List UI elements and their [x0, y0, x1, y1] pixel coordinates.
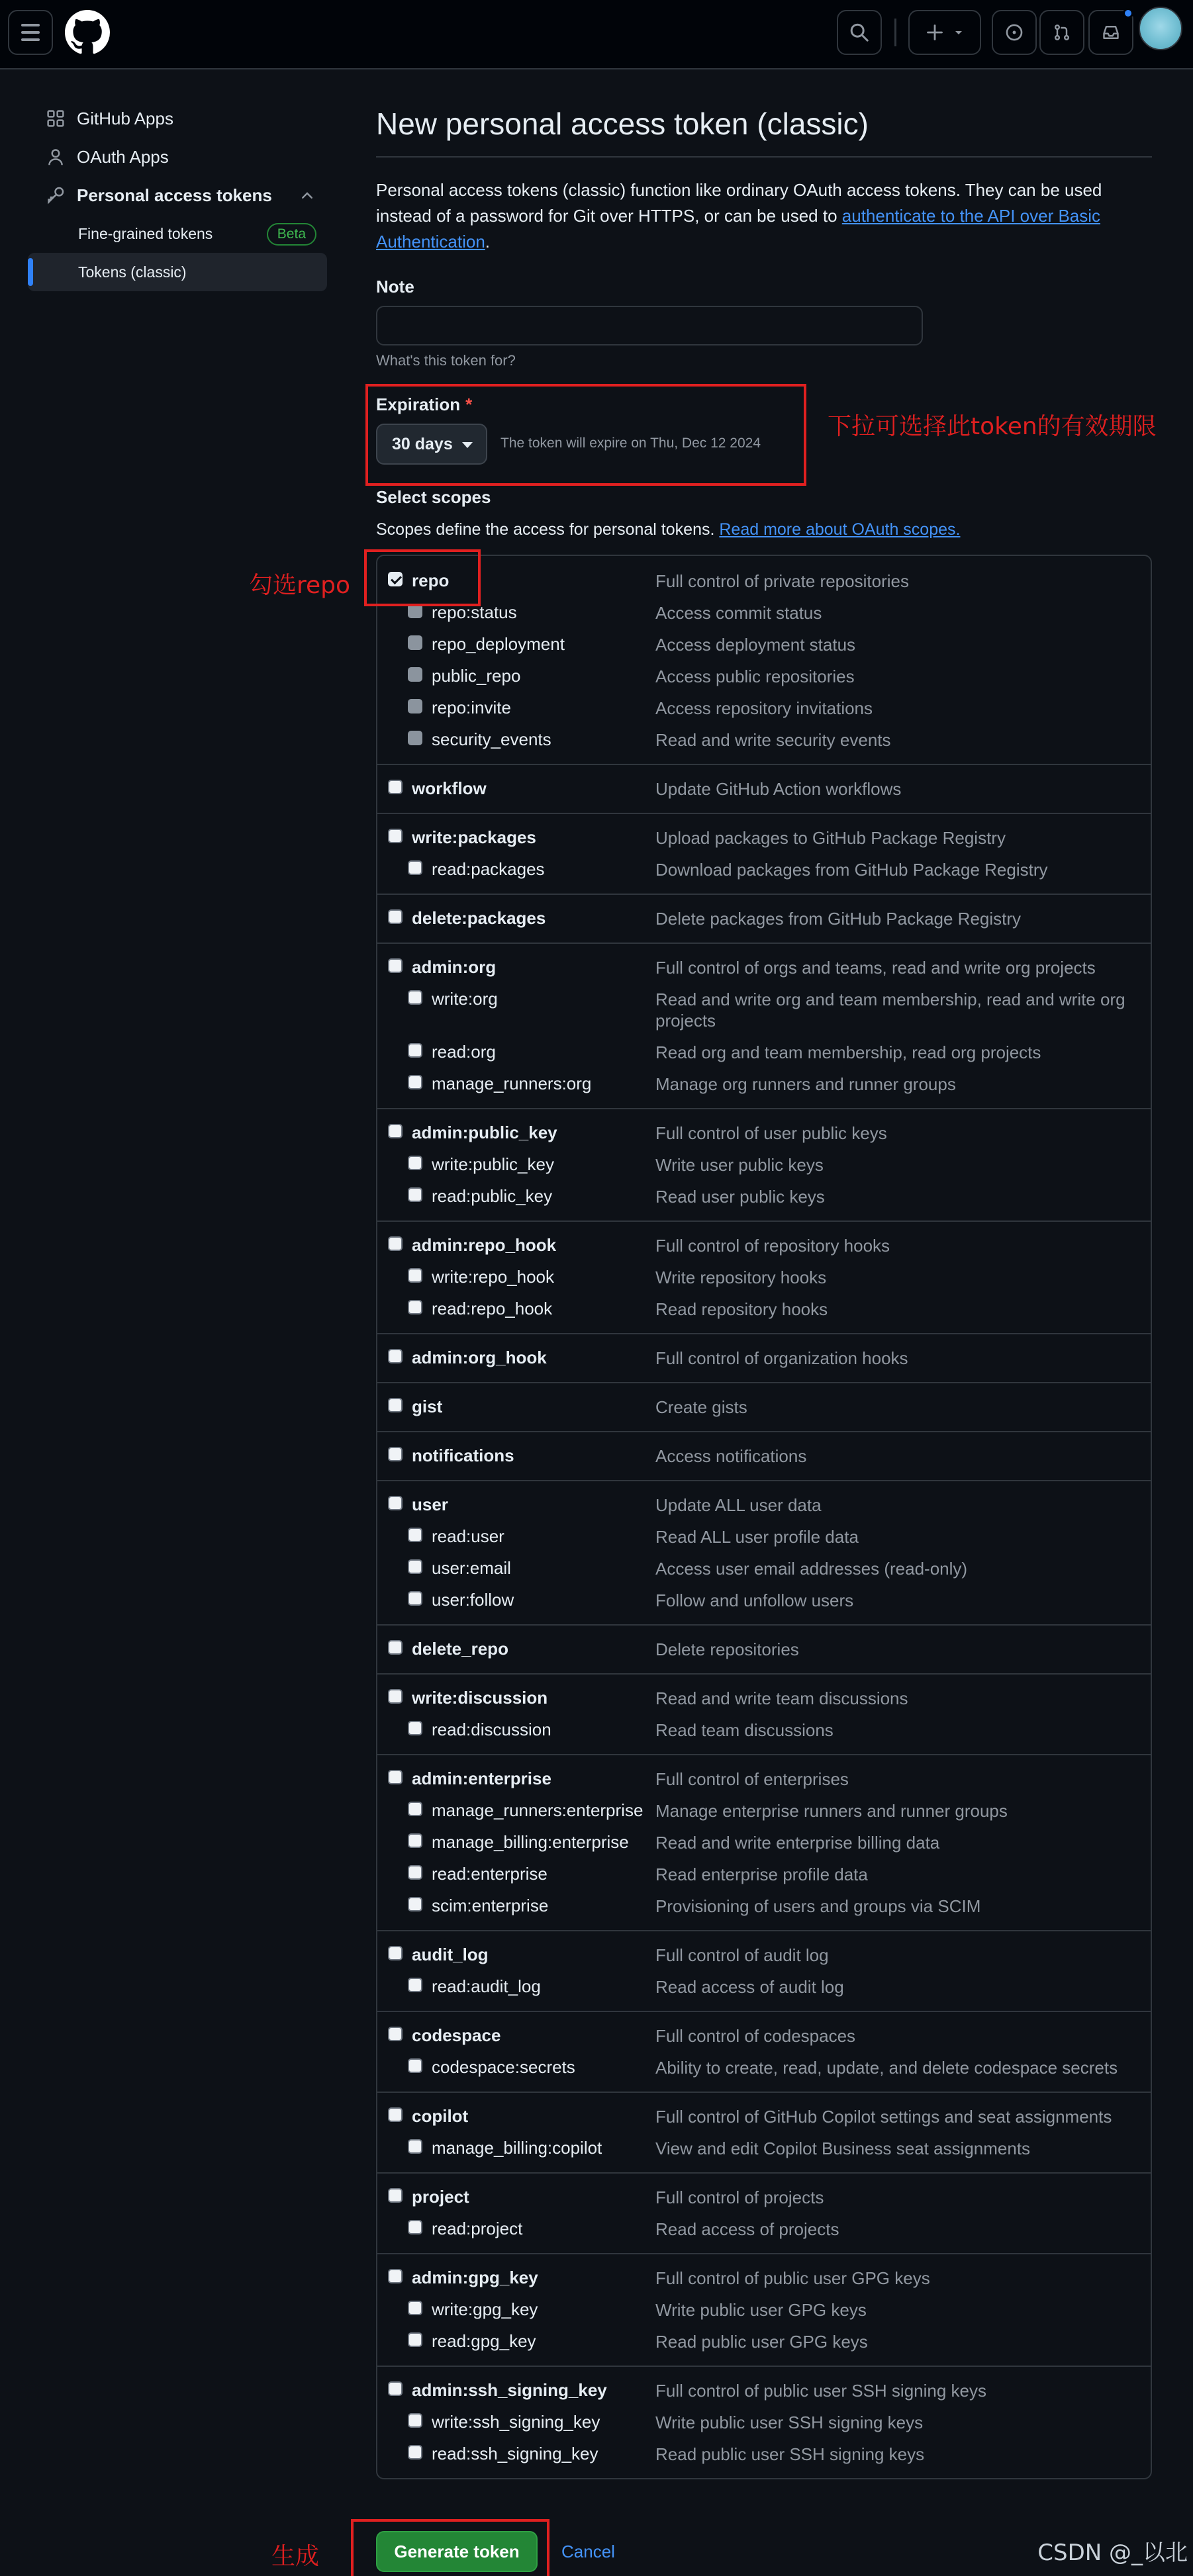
scope-group	[377, 1930, 1151, 2011]
scope-checkbox[interactable]	[408, 635, 422, 650]
sidebar-item-label: Personal access tokens	[77, 185, 272, 205]
scope-checkbox[interactable]	[408, 1865, 422, 1880]
scope-child-row	[377, 1795, 1151, 1827]
scope-name: read:audit_log	[432, 1976, 541, 1996]
scope-description: Read and write enterprise billing data	[655, 1833, 940, 1853]
scope-name: audit_log	[412, 1945, 489, 1964]
scope-description: Read and write org and team membership, read and write org projects	[655, 989, 1125, 1031]
scope-child-row	[377, 1181, 1151, 1213]
scope-group	[377, 1673, 1151, 1754]
scope-checkbox[interactable]	[388, 1236, 403, 1251]
scope-description: Full control of public user GPG keys	[655, 2268, 930, 2288]
scope-checkbox[interactable]	[408, 1721, 422, 1735]
scope-row	[377, 1682, 1151, 1714]
apps-icon	[46, 109, 65, 128]
scope-name: delete_repo	[412, 1639, 508, 1659]
scope-row	[377, 1391, 1151, 1423]
notification-dot	[1123, 8, 1133, 19]
scope-row	[377, 1489, 1151, 1521]
search-button[interactable]	[837, 10, 882, 55]
scope-checkbox[interactable]	[388, 1496, 403, 1510]
scope-child-row	[377, 2407, 1151, 2438]
page-title: New personal access token (classic)	[376, 107, 869, 141]
scope-description: Manage org runners and runner groups	[655, 1074, 956, 1094]
scope-row	[377, 2101, 1151, 2133]
scope-group	[377, 894, 1151, 943]
scope-description: Read access of audit log	[655, 1977, 844, 1997]
scope-name: read:project	[432, 2219, 523, 2238]
scope-row	[377, 2182, 1151, 2213]
scope-checkbox[interactable]	[388, 2381, 403, 2396]
scope-group	[377, 2172, 1151, 2253]
intro-paragraph	[376, 177, 1152, 255]
scope-checkbox[interactable]	[408, 1156, 422, 1170]
scope-child-row	[377, 724, 1151, 756]
scope-checkbox[interactable]	[408, 1802, 422, 1816]
annotation-expiration: 下拉可选择此token的有效期限	[828, 413, 1157, 440]
inbox-icon	[1102, 23, 1120, 42]
scope-row	[377, 903, 1151, 935]
scope-description: Access user email addresses (read-only)	[655, 1559, 968, 1579]
scope-name: workflow	[412, 778, 487, 798]
scope-description: Download packages from GitHub Package Registry	[655, 860, 1048, 880]
scope-checkbox[interactable]	[388, 1349, 403, 1363]
scope-name: admin:org_hook	[412, 1348, 547, 1367]
person-icon	[46, 148, 65, 166]
scope-name: delete:packages	[412, 908, 546, 928]
scope-description: Follow and unfollow users	[655, 1590, 854, 1610]
scope-checkbox[interactable]	[388, 2188, 403, 2203]
note-input[interactable]	[376, 306, 923, 345]
scope-description: Read public user SSH signing keys	[655, 2444, 925, 2464]
sidebar-item-fine-grained-tokens[interactable]	[28, 214, 327, 253]
scope-description: Write public user GPG keys	[655, 2300, 867, 2320]
scope-name: admin:org	[412, 957, 497, 977]
cancel-link[interactable]: Cancel	[561, 2542, 615, 2561]
scope-name: read:gpg_key	[432, 2331, 536, 2351]
scope-name: user:follow	[432, 1590, 514, 1610]
hamburger-menu-icon[interactable]	[8, 10, 53, 55]
scope-description: Read org and team membership, read org projects	[655, 1042, 1041, 1062]
scope-group	[377, 556, 1151, 764]
intro-end: .	[485, 232, 491, 252]
scope-checkbox[interactable]	[388, 958, 403, 973]
scope-checkbox[interactable]	[408, 2332, 422, 2347]
scope-name: copilot	[412, 2106, 469, 2126]
scope-checkbox[interactable]	[388, 1946, 403, 1960]
scope-group	[377, 1108, 1151, 1220]
scope-name: public_repo	[432, 666, 521, 686]
scope-row	[377, 1117, 1151, 1149]
scope-child-row	[377, 1068, 1151, 1100]
scope-checkbox[interactable]	[408, 2139, 422, 2154]
scope-description: Update ALL user data	[655, 1495, 822, 1515]
scope-description: Read access of projects	[655, 2219, 839, 2239]
scope-group	[377, 764, 1151, 813]
scope-description: Read and write team discussions	[655, 1688, 908, 1708]
scope-description: Access notifications	[655, 1446, 807, 1466]
scope-child-row	[377, 2294, 1151, 2326]
scope-group	[377, 813, 1151, 894]
scope-group	[377, 2092, 1151, 2172]
scope-child-row	[377, 1036, 1151, 1068]
scope-row	[377, 1440, 1151, 1472]
sidebar-item-github-apps[interactable]	[28, 99, 327, 138]
scope-row	[377, 1633, 1151, 1665]
scope-checkbox[interactable]	[388, 1124, 403, 1138]
scope-description: Read repository hooks	[655, 1299, 828, 1319]
scope-checkbox[interactable]	[408, 1075, 422, 1089]
oauth-scopes-link[interactable]: Read more about OAuth scopes.	[719, 520, 961, 539]
scope-description: Read user public keys	[655, 1187, 825, 1207]
scope-child-row	[377, 1293, 1151, 1325]
scope-description: Ability to create, read, update, and delete codespace secrets	[655, 2058, 1118, 2078]
scope-name: read:user	[432, 1526, 504, 1546]
scope-name: read:enterprise	[432, 1864, 548, 1884]
sidebar-item-label: Tokens (classic)	[78, 263, 187, 281]
scope-description: Read team discussions	[655, 1720, 834, 1740]
scope-name: read:org	[432, 1042, 496, 1062]
scope-row	[377, 1342, 1151, 1374]
create-new-button[interactable]	[908, 10, 981, 55]
scope-checkbox[interactable]	[388, 1770, 403, 1784]
scope-child-row	[377, 1149, 1151, 1181]
chevron-up-icon	[299, 187, 315, 203]
scope-checkbox[interactable]	[408, 2220, 422, 2234]
scope-child-row	[377, 2438, 1151, 2470]
scope-name: notifications	[412, 1446, 514, 1465]
scope-child-row	[377, 1714, 1151, 1746]
scope-description: Read ALL user profile data	[655, 1527, 859, 1547]
scope-name: manage_runners:enterprise	[432, 1800, 644, 1820]
scope-description: Full control of organization hooks	[655, 1348, 908, 1368]
scope-child-row	[377, 1521, 1151, 1553]
scope-row	[377, 2262, 1151, 2294]
scope-name: write:packages	[412, 827, 536, 847]
scope-group	[377, 1220, 1151, 1333]
watermark: CSDN @_以北	[1037, 2540, 1188, 2566]
scope-description: Delete repositories	[655, 1639, 799, 1659]
scope-name: admin:repo_hook	[412, 1235, 557, 1255]
scope-checkbox[interactable]	[388, 2107, 403, 2122]
beta-badge: Beta	[267, 223, 316, 246]
scope-name: write:org	[432, 989, 498, 1009]
sidebar-item-label: OAuth Apps	[77, 146, 169, 167]
scope-row	[377, 822, 1151, 854]
scope-child-row	[377, 1585, 1151, 1616]
scope-child-row	[377, 854, 1151, 886]
scope-checkbox[interactable]	[408, 2445, 422, 2460]
plus-icon	[926, 23, 944, 42]
sidebar-item-personal-access-tokens[interactable]	[28, 176, 327, 214]
scope-name: manage_runners:org	[432, 1074, 592, 1093]
scope-name: admin:gpg_key	[412, 2268, 538, 2287]
scope-description: Full control of codespaces	[655, 2026, 856, 2046]
scope-description: Full control of user public keys	[655, 1123, 887, 1143]
scope-checkbox[interactable]	[388, 829, 403, 843]
scope-child-row	[377, 692, 1151, 724]
scope-name: read:discussion	[432, 1720, 551, 1739]
scopes-intro-text: Scopes define the access for personal tokens.	[376, 520, 720, 539]
scope-description: Write user public keys	[655, 1155, 824, 1175]
scope-name: read:ssh_signing_key	[432, 2444, 598, 2463]
scope-description: Full control of enterprises	[655, 1769, 849, 1789]
scope-name: scim:enterprise	[432, 1896, 549, 1915]
scope-name: repo:status	[432, 602, 517, 622]
scope-checkbox[interactable]	[408, 731, 422, 745]
sidebar-item-oauth-apps[interactable]	[28, 138, 327, 176]
scope-name: manage_billing:copilot	[432, 2138, 602, 2158]
annotation-generate: 生成	[271, 2543, 320, 2570]
scope-description: Read enterprise profile data	[655, 1864, 868, 1884]
scope-group	[377, 1431, 1151, 1480]
scope-group	[377, 2011, 1151, 2092]
scope-checkbox[interactable]	[408, 699, 422, 713]
issue-opened-icon	[1005, 23, 1024, 42]
scope-name: write:public_key	[432, 1154, 554, 1174]
scope-description: Upload packages to GitHub Package Registry	[655, 828, 1006, 848]
scope-row	[377, 1230, 1151, 1262]
scope-child-row	[377, 661, 1151, 692]
note-hint: What's this token for?	[376, 352, 516, 369]
scope-name: user:email	[432, 1558, 511, 1578]
scope-description: Access repository invitations	[655, 698, 873, 718]
scope-name: manage_billing:enterprise	[432, 1832, 629, 1852]
sidebar-item-tokens-classic[interactable]	[28, 253, 327, 291]
toolbar-divider	[894, 19, 896, 46]
scope-name: repo_deployment	[432, 634, 565, 654]
scope-description: Access commit status	[655, 603, 822, 623]
scope-group	[377, 2366, 1151, 2478]
scope-row	[377, 952, 1151, 984]
github-logo-icon[interactable]	[65, 10, 110, 55]
scope-checkbox[interactable]	[388, 909, 403, 924]
scope-description: Full control of public user SSH signing keys	[655, 2381, 987, 2401]
scope-name: repo:invite	[432, 698, 511, 717]
required-asterisk: *	[465, 394, 473, 414]
scopes-intro	[376, 520, 960, 539]
scope-checkbox[interactable]	[388, 1689, 403, 1704]
scope-description: Full control of repository hooks	[655, 1236, 890, 1256]
scope-child-row	[377, 1827, 1151, 1859]
avatar[interactable]	[1139, 7, 1182, 50]
scope-checkbox[interactable]	[408, 2301, 422, 2315]
select-scopes-label: Select scopes	[376, 487, 491, 507]
scope-checkbox[interactable]	[408, 1559, 422, 1574]
expiration-value: 30 days	[392, 434, 453, 453]
annotation-box-repo	[364, 549, 481, 606]
scope-description: Provisioning of users and groups via SCIM	[655, 1896, 981, 1916]
scope-description: Full control of GitHub Copilot settings and seat assignments	[655, 2107, 1112, 2127]
scope-name: write:ssh_signing_key	[432, 2412, 600, 2432]
scope-checkbox[interactable]	[388, 1398, 403, 1412]
scope-checkbox[interactable]	[388, 1447, 403, 1461]
scope-description: Full control of private repositories	[655, 571, 909, 591]
scope-description: View and edit Copilot Business seat assignments	[655, 2139, 1031, 2158]
scope-row	[377, 2020, 1151, 2052]
scope-checkbox[interactable]	[408, 1528, 422, 1542]
scope-checkbox[interactable]	[408, 990, 422, 1005]
annotation-box-expiration	[365, 384, 806, 486]
scope-description: Full control of orgs and teams, read and write org projects	[655, 958, 1096, 978]
note-label: Note	[376, 277, 414, 297]
sidebar-item-label: GitHub Apps	[77, 108, 173, 128]
intro-text: Personal access tokens (classic) function like ordinary OAuth access tokens. They can be used instead of a password for Git over HTTPS, or can be used to	[376, 180, 1102, 226]
scope-name: read:packages	[432, 859, 545, 879]
scope-name: repo	[412, 571, 450, 590]
scope-name: read:repo_hook	[432, 1299, 553, 1318]
scope-checkbox[interactable]	[388, 2269, 403, 2283]
scope-child-row	[377, 1859, 1151, 1890]
scope-checkbox[interactable]	[408, 2058, 422, 2073]
scope-row	[377, 2375, 1151, 2407]
scope-row	[377, 565, 1151, 597]
scope-group	[377, 943, 1151, 1108]
scope-description: Delete packages from GitHub Package Registry	[655, 909, 1022, 929]
settings-sidebar	[28, 99, 327, 291]
expiration-label-text: Expiration	[376, 394, 461, 414]
scope-name: security_events	[432, 729, 551, 749]
scope-description: Full control of audit log	[655, 1945, 829, 1965]
scope-description: Read public user GPG keys	[655, 2332, 868, 2352]
scope-name: read:public_key	[432, 1186, 553, 1206]
scope-group	[377, 1333, 1151, 1382]
scope-description: Manage enterprise runners and runner groups	[655, 1801, 1008, 1821]
scope-name: project	[412, 2187, 469, 2207]
scope-row	[377, 1939, 1151, 1971]
scope-name: gist	[412, 1397, 443, 1416]
triangle-down-icon	[953, 27, 964, 38]
annotation-repo: 勾选repo	[249, 572, 351, 599]
search-icon	[849, 23, 869, 42]
scope-checkbox[interactable]	[388, 2027, 403, 2041]
basic-auth-link[interactable]: authenticate to the API over Basic Authentication	[376, 206, 1101, 252]
scope-description: Update GitHub Action workflows	[655, 779, 902, 799]
scope-child-row	[377, 2052, 1151, 2084]
scope-name: admin:public_key	[412, 1123, 557, 1142]
pull-requests-button[interactable]	[1039, 10, 1084, 55]
scopes-table	[376, 555, 1152, 2479]
scope-child-row	[377, 1890, 1151, 1922]
scope-child-row	[377, 1971, 1151, 2003]
git-pull-request-icon	[1053, 23, 1071, 42]
scope-name: codespace:secrets	[432, 2057, 575, 2077]
scope-checkbox[interactable]	[408, 1043, 422, 1058]
scope-name: write:gpg_key	[432, 2299, 538, 2319]
scope-checkbox[interactable]	[408, 1591, 422, 1606]
scope-child-row	[377, 2213, 1151, 2245]
scope-name: codespace	[412, 2025, 501, 2045]
annotation-box-generate	[351, 2519, 549, 2576]
key-icon	[46, 186, 65, 205]
scope-row	[377, 1763, 1151, 1795]
scope-child-row	[377, 597, 1151, 629]
scope-group	[377, 1382, 1151, 1431]
scope-checkbox[interactable]	[408, 1300, 422, 1314]
top-navbar	[0, 0, 1193, 69]
scope-checkbox[interactable]	[388, 780, 403, 794]
sidebar-item-label: Fine-grained tokens	[78, 224, 213, 242]
issues-button[interactable]	[992, 10, 1037, 55]
scope-checkbox[interactable]	[408, 1187, 422, 1202]
scope-child-row	[377, 1262, 1151, 1293]
scope-child-row	[377, 2133, 1151, 2164]
scope-name: user	[412, 1495, 448, 1514]
scope-name: admin:ssh_signing_key	[412, 2380, 607, 2400]
scope-group	[377, 1624, 1151, 1673]
scope-child-row	[377, 1553, 1151, 1585]
scope-description: Write repository hooks	[655, 1267, 827, 1287]
scope-description: Full control of projects	[655, 2187, 824, 2207]
scope-row	[377, 773, 1151, 805]
scope-child-row	[377, 629, 1151, 661]
scope-name: admin:enterprise	[412, 1769, 551, 1788]
scope-checkbox[interactable]	[408, 860, 422, 875]
scope-description: Create gists	[655, 1397, 747, 1417]
scope-checkbox[interactable]	[408, 667, 422, 682]
scope-group	[377, 1480, 1151, 1624]
scope-checkbox[interactable]	[408, 1897, 422, 1911]
scope-group	[377, 1754, 1151, 1930]
scope-checkbox[interactable]	[408, 1268, 422, 1283]
scope-description: Write public user SSH signing keys	[655, 2413, 924, 2432]
scope-checkbox[interactable]	[408, 1978, 422, 1992]
scope-group	[377, 2253, 1151, 2366]
scope-description: Read and write security events	[655, 730, 891, 750]
scope-description: Access deployment status	[655, 635, 856, 655]
title-divider	[376, 156, 1152, 158]
scope-name: write:repo_hook	[432, 1267, 554, 1287]
scope-checkbox[interactable]	[388, 1640, 403, 1655]
scope-checkbox[interactable]	[408, 1833, 422, 1848]
scope-description: Access public repositories	[655, 667, 855, 686]
scope-child-row	[377, 2326, 1151, 2358]
scope-checkbox[interactable]	[408, 2413, 422, 2428]
scope-name: write:discussion	[412, 1688, 548, 1708]
scope-child-row	[377, 984, 1151, 1036]
expiration-note: The token will expire on Thu, Dec 12 2024	[501, 436, 761, 451]
generate-token-button[interactable]: Generate token	[376, 2531, 538, 2572]
